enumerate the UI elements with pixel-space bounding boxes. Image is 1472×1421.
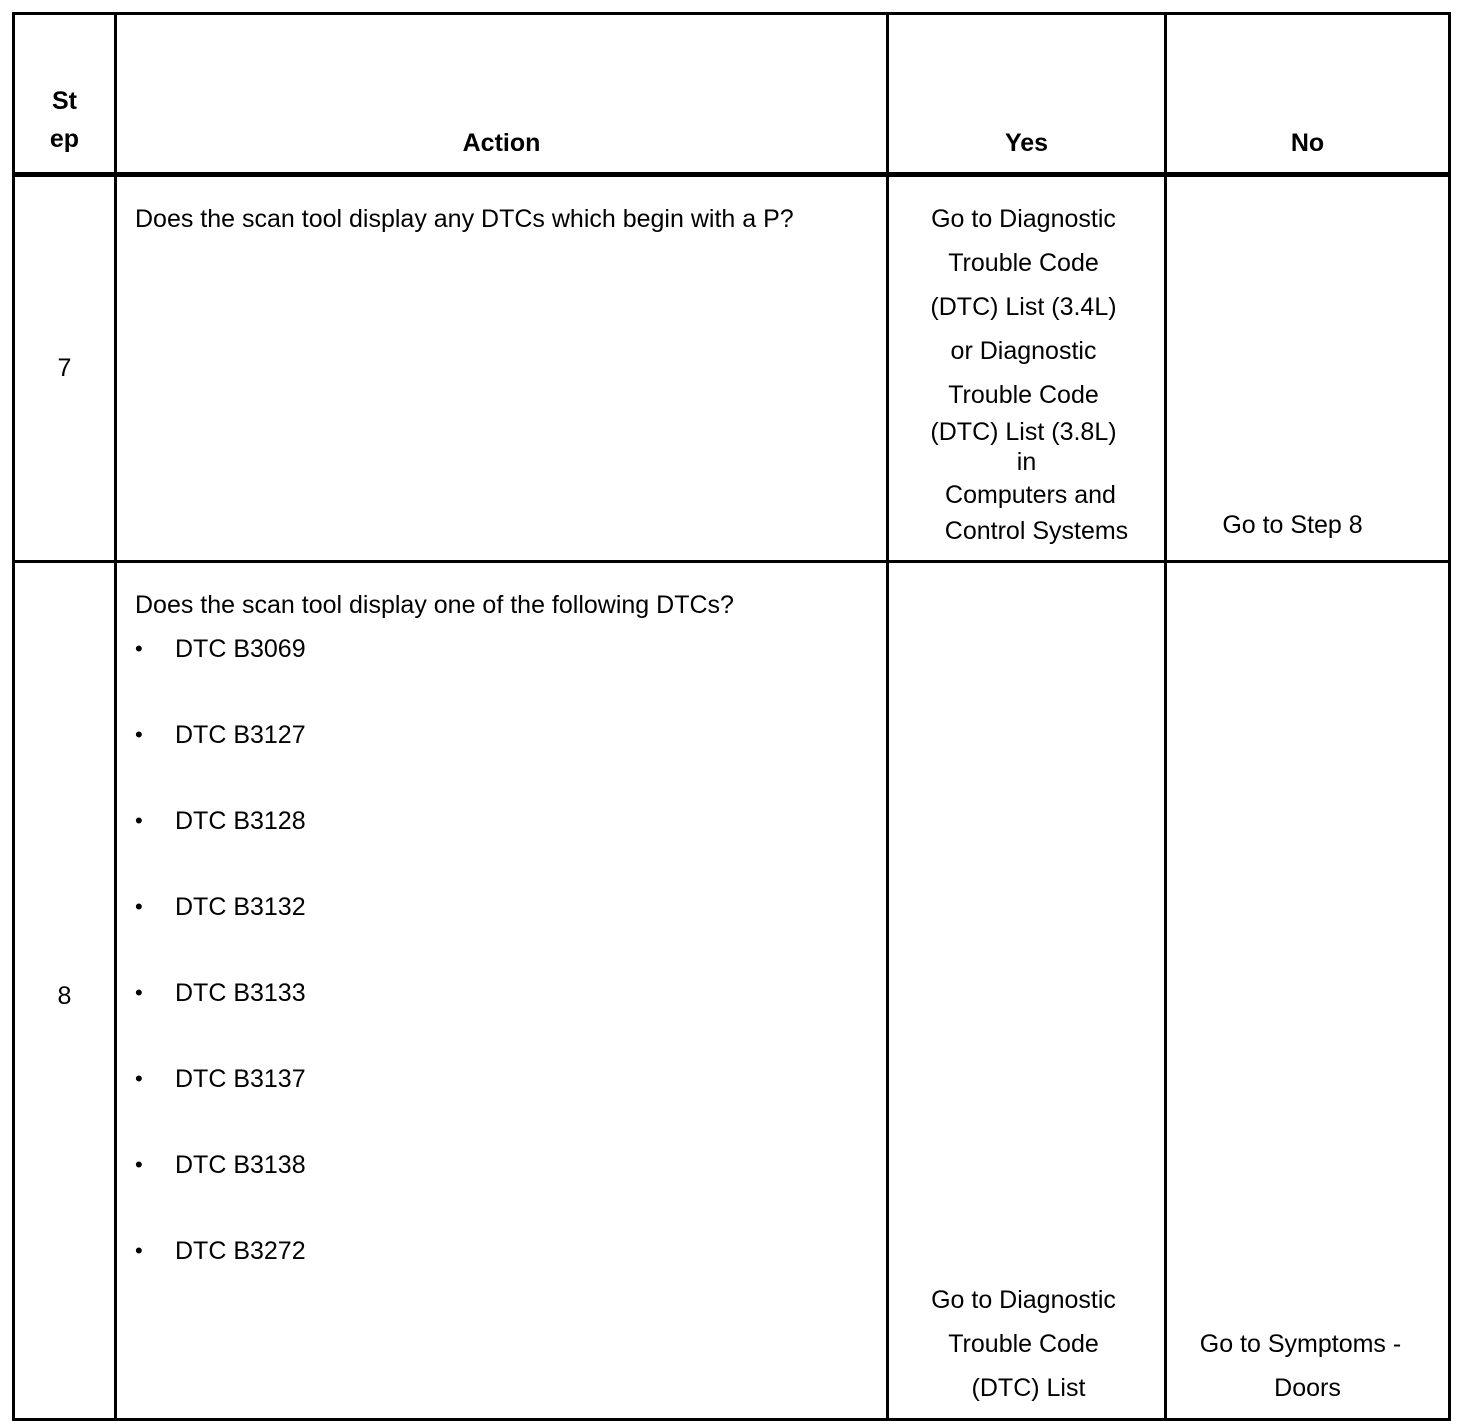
yes-line: (DTC) List (3.8L): [930, 418, 1117, 446]
action-cell: [116, 175, 888, 562]
bullet-icon: •: [135, 980, 143, 1005]
bullet-icon: •: [135, 808, 143, 833]
table-row-step-7: [14, 175, 1450, 562]
list-item: • DTC B3133: [135, 971, 886, 1057]
list-item: • DTC B3132: [135, 885, 886, 971]
bullet-icon: •: [135, 894, 143, 919]
yes-line: in: [1016, 448, 1037, 476]
header-row: [14, 14, 1450, 175]
header-step-line2: ep: [49, 125, 80, 153]
yes-cell: [888, 175, 1166, 562]
header-step-line1: St: [52, 87, 77, 115]
step-number: 8: [14, 562, 116, 1420]
list-item: • DTC B3128: [135, 799, 886, 885]
yes-line: Control Systems: [944, 517, 1129, 545]
no-cell: [1166, 175, 1450, 562]
yes-line: (DTC) List: [971, 1374, 1086, 1402]
bullet-icon: •: [135, 722, 143, 747]
yes-line: Go to Diagnostic: [931, 1286, 1116, 1314]
no-line: Go to Symptoms -: [1199, 1330, 1402, 1358]
list-item: • DTC B3138: [135, 1143, 886, 1229]
no-cell: [1166, 562, 1450, 1420]
no-line: Doors: [1274, 1374, 1341, 1402]
yes-line: Computers and: [945, 481, 1116, 509]
bullet-icon: •: [135, 1066, 143, 1091]
header-step: [14, 14, 116, 175]
list-item: • DTC B3272: [135, 1229, 886, 1315]
list-item: • DTC B3069: [135, 627, 886, 713]
bullet-icon: •: [135, 1152, 143, 1177]
yes-line: Trouble Code: [948, 1330, 1099, 1358]
header-no: No: [1166, 14, 1450, 175]
action-question: Does the scan tool display any DTCs which begin with a P?: [135, 205, 794, 233]
step-number: 7: [14, 175, 116, 562]
yes-line: or Diagnostic: [950, 337, 1097, 365]
dtc-list: [117, 627, 886, 1315]
action-cell: [116, 562, 888, 1420]
yes-line: Trouble Code: [948, 381, 1099, 409]
yes-line: Go to Diagnostic: [931, 205, 1116, 233]
diagnostic-table: [12, 12, 1451, 1421]
list-item: • DTC B3137: [135, 1057, 886, 1143]
bullet-icon: •: [135, 1238, 143, 1263]
table-row-step-8: [14, 562, 1450, 1420]
no-text: Go to Step 8: [1222, 511, 1363, 539]
header-action: Action: [116, 14, 888, 175]
yes-line: Trouble Code: [948, 249, 1099, 277]
header-yes: Yes: [888, 14, 1166, 175]
bullet-icon: •: [135, 636, 143, 661]
list-item: • DTC B3127: [135, 713, 886, 799]
yes-line: (DTC) List (3.4L): [930, 293, 1117, 321]
yes-cell: [888, 562, 1166, 1420]
action-question: Does the scan tool display one of the following DTCs?: [135, 591, 734, 619]
